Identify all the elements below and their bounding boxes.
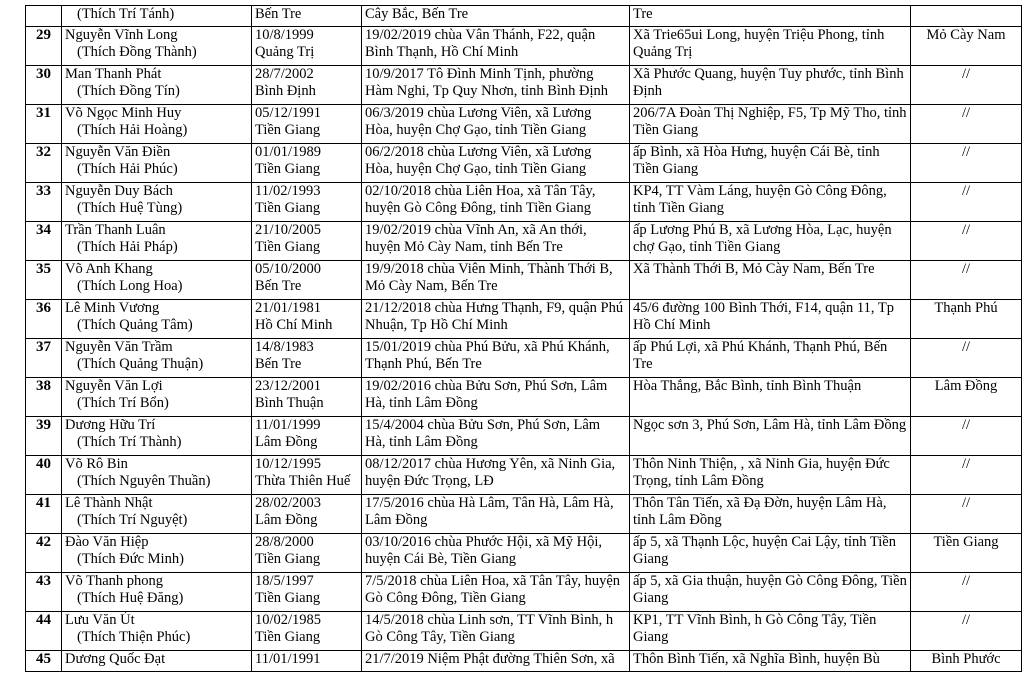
row-number: 39 [26, 417, 62, 456]
address-line: Tre [633, 6, 653, 22]
birth-place: Bến Tre [255, 278, 302, 294]
ordination-line: huyện Đức Trọng, LĐ [365, 473, 494, 489]
person-name: Võ Ngọc Minh Huy [65, 105, 182, 121]
dharma-name-cell [62, 6, 252, 27]
ordination-line: Hà, tỉnh Lâm Đồng [365, 434, 478, 450]
row-number: 31 [26, 105, 62, 144]
address-cell [630, 456, 911, 495]
birth-place: Tiền Giang [255, 200, 321, 216]
table-row [26, 144, 1022, 183]
name-cell [62, 261, 252, 300]
table-row [26, 66, 1022, 105]
ordination-line: 15/4/2004 chùa Bửu Sơn, Phú Sơn, Lâm [365, 417, 601, 433]
address-cell [630, 378, 911, 417]
address-line: chợ Gạo, tỉnh Tiền Giang [633, 239, 781, 255]
birth-date: 18/5/1997 [255, 573, 314, 589]
ordination-cell [362, 534, 630, 573]
table-row [26, 417, 1022, 456]
ordination-cell [362, 300, 630, 339]
ordination-cell [362, 6, 630, 27]
address-line: ấp Lương Phú B, xã Lương Hòa, Lạc, huyện [633, 222, 892, 238]
birth-place-cell [252, 6, 362, 27]
address-cell [630, 6, 911, 27]
ordination-line: huyện Gò Công Đông, tỉnh Tiền Giang [365, 200, 591, 216]
ordination-line: Bình Thạnh, Hồ Chí Minh [365, 44, 519, 60]
ordination-line: Gò Công Tây, Tiền Giang [365, 629, 515, 645]
ordination-line: huyện Mỏ Cày Nam, tỉnh Bến Tre [365, 239, 563, 255]
ordination-line: 19/02/2016 chùa Bửu Sơn, Phú Sơn, Lâm [365, 378, 608, 394]
address-cell [630, 495, 911, 534]
birth-place: Bến Tre [255, 356, 302, 372]
name-cell [62, 300, 252, 339]
person-name: Man Thanh Phát [65, 66, 162, 82]
birth-cell [252, 456, 362, 495]
row-number: 38 [26, 378, 62, 417]
birth-date: 10/8/1999 [255, 27, 314, 43]
birth-cell [252, 651, 362, 672]
birth-place: Tiền Giang [255, 590, 321, 606]
ordination-line: 19/9/2018 chùa Viên Minh, Thành Thới B, [365, 261, 613, 277]
birth-cell [252, 417, 362, 456]
address-cell [630, 612, 911, 651]
row-number: 44 [26, 612, 62, 651]
address-line: Giang [633, 629, 669, 645]
birth-date: 28/8/2000 [255, 534, 314, 550]
address-line: ấp 5, xã Thạnh Lộc, huyện Cai Lậy, tỉnh Tiền [633, 534, 896, 550]
name-cell [62, 105, 252, 144]
birth-place: Tiền Giang [255, 122, 321, 138]
address-line: tỉnh Tiền Giang [633, 200, 725, 216]
roster-body [26, 6, 1022, 651]
ordination-line: 14/5/2018 chùa Linh sơn, TT Vĩnh Bình, h [365, 612, 614, 628]
location-cell: // [911, 144, 1022, 183]
address-cell [630, 417, 911, 456]
address-line: Giang [633, 551, 669, 567]
address-cell [630, 573, 911, 612]
ordination-line: Nhuận, Tp Hồ Chí Minh [365, 317, 508, 333]
ordination-line: 7/5/2018 chùa Liên Hoa, xã Tân Tây, huyện [365, 573, 621, 589]
ordination-cell [362, 651, 630, 672]
address-line: Ngọc sơn 3, Phú Sơn, Lâm Hà, tỉnh Lâm Đồng [633, 417, 907, 433]
address-line: Quảng Trị [633, 44, 693, 60]
location-cell: Tiền Giang [911, 534, 1022, 573]
name-cell [62, 651, 252, 672]
name-cell [62, 495, 252, 534]
location-cell [911, 6, 1022, 27]
birth-place: Lâm Đồng [255, 434, 318, 450]
location-cell: // [911, 495, 1022, 534]
birth-place: Hồ Chí Minh [255, 317, 333, 333]
ordination-cell [362, 339, 630, 378]
row-number: 43 [26, 573, 62, 612]
address-line: Tre [633, 356, 653, 372]
birth-cell [252, 105, 362, 144]
ordination-cell [362, 573, 630, 612]
dharma-name: (Thích Quảng Tâm) [77, 317, 193, 333]
ordination-line: 10/9/2017 Tô Đình Minh Tịnh, phường [365, 66, 594, 82]
ordination-line: Hàm Nghi, Tp Quy Nhơn, tỉnh Bình Định [365, 83, 609, 99]
ordination-line: 15/01/2019 chùa Phú Bửu, xã Phú Khánh, [365, 339, 610, 355]
person-name: Nguyễn Văn Trầm [65, 339, 173, 355]
person-name: Lê Thành Nhật [65, 495, 153, 511]
person-name: Võ Rô Bin [65, 456, 128, 472]
birth-cell [252, 300, 362, 339]
ordination-line: Thạnh Phú, Bến Tre [365, 356, 482, 372]
row-number: 37 [26, 339, 62, 378]
row-number [26, 6, 62, 27]
address-cell [630, 534, 911, 573]
table-row [26, 495, 1022, 534]
birth-place: Lâm Đồng [255, 512, 318, 528]
birth-date: 28/02/2003 [255, 495, 322, 511]
birth-cell [252, 534, 362, 573]
address-line: KP4, TT Vàm Láng, huyện Gò Công Đông, [633, 183, 887, 199]
name-cell [62, 144, 252, 183]
name-cell [62, 222, 252, 261]
person-name: Võ Anh Khang [65, 261, 153, 277]
ordination-line: 03/10/2016 chùa Phước Hội, xã Mỹ Hội, [365, 534, 603, 550]
ordination-line: Gò Công Đông, Tiền Giang [365, 590, 526, 606]
ordination-cell [362, 612, 630, 651]
dharma-name: (Thích Đồng Tín) [77, 83, 180, 99]
address-line: Hòa Thắng, Bắc Bình, tỉnh Bình Thuận [633, 378, 862, 394]
row-number: 29 [26, 27, 62, 66]
person-name: Nguyễn Văn Lợi [65, 378, 163, 394]
ordination-line: 06/3/2019 chùa Lương Viên, xã Lương [365, 105, 592, 121]
dharma-name: (Thích Nguyên Thuần) [77, 473, 211, 489]
ordination-line: 21/7/2019 Niệm Phật đường Thiên Sơn, xã [365, 651, 615, 667]
ordination-cell [362, 222, 630, 261]
person-name: Lưu Văn Út [65, 612, 135, 628]
birth-place: Bình Định [255, 83, 316, 99]
address-cell [630, 651, 911, 672]
table-row [26, 612, 1022, 651]
table-row [26, 534, 1022, 573]
birth-date: 11/01/1999 [255, 417, 321, 433]
location-cell: // [911, 456, 1022, 495]
table-row [26, 573, 1022, 612]
birth-place: Tiền Giang [255, 161, 321, 177]
ordination-cell [362, 378, 630, 417]
address-cell [630, 66, 911, 105]
dharma-name: (Thích Quảng Thuận) [77, 356, 204, 372]
birth-cell [252, 222, 362, 261]
location-cell: // [911, 261, 1022, 300]
birth-date: 11/02/1993 [255, 183, 321, 199]
ordination-cell [362, 456, 630, 495]
address-line: Giang [633, 590, 669, 606]
ordination-line: 17/5/2016 chùa Hà Lâm, Tân Hà, Lâm Hà, [365, 495, 614, 511]
name-cell [62, 612, 252, 651]
row-number: 34 [26, 222, 62, 261]
birth-date: 23/12/2001 [255, 378, 322, 394]
name-cell [62, 339, 252, 378]
table-row [26, 456, 1022, 495]
person-name: Nguyễn Văn Điền [65, 144, 171, 160]
address-cell [630, 261, 911, 300]
address-line: ấp Bình, xã Hòa Hưng, huyện Cái Bè, tỉnh [633, 144, 880, 160]
address-cell [630, 183, 911, 222]
address-line: Xã Thành Thới B, Mỏ Cày Nam, Bến Tre [633, 261, 875, 277]
ordination-cell [362, 183, 630, 222]
address-cell [630, 222, 911, 261]
row-number: 30 [26, 66, 62, 105]
ordination-line: 02/10/2018 chùa Liên Hoa, xã Tân Tây, [365, 183, 596, 199]
birth-cell [252, 339, 362, 378]
birth-cell [252, 144, 362, 183]
birth-cell [252, 495, 362, 534]
address-line: 45/6 đường 100 Bình Thới, F14, quận 11, Tp [633, 300, 894, 316]
birth-place: Quảng Trị [255, 44, 315, 60]
birth-cell [252, 66, 362, 105]
location-cell: // [911, 612, 1022, 651]
address-line: Định [633, 83, 662, 99]
address-line: ấp 5, xã Gia thuận, huyện Gò Công Đông, Tiền [633, 573, 907, 589]
ordination-line: Hòa, huyện Chợ Gạo, tỉnh Tiền Giang [365, 122, 587, 138]
dharma-name: (Thích Hải Pháp) [77, 239, 178, 255]
row-number: 45 [26, 651, 62, 672]
ordination-line: Hòa, huyện Chợ Gạo, tỉnh Tiền Giang [365, 161, 587, 177]
address-line: Tiền Giang [633, 122, 699, 138]
address-line: Thôn Ninh Thiện, , xã Ninh Gia, huyện Đức [633, 456, 890, 472]
address-line: Trọng, tỉnh Lâm Đồng [633, 473, 764, 489]
location-cell: Lâm Đồng [911, 378, 1022, 417]
ordination-line: huyện Cái Bè, Tiền Giang [365, 551, 517, 567]
birth-cell [252, 573, 362, 612]
row-number: 36 [26, 300, 62, 339]
address-line: KP1, TT Vĩnh Bình, h Gò Công Tây, Tiền [633, 612, 877, 628]
roster-last [26, 651, 1022, 672]
birth-date: 14/8/1983 [255, 339, 314, 355]
birth-date: 11/01/1991 [255, 651, 321, 667]
row-number: 33 [26, 183, 62, 222]
dharma-name: (Thích Hải Hoàng) [77, 122, 188, 138]
ordination-cell [362, 66, 630, 105]
birth-date: 28/7/2002 [255, 66, 314, 82]
address-line: Hồ Chí Minh [633, 317, 711, 333]
birth-cell [252, 612, 362, 651]
person-name: Nguyễn Duy Bách [65, 183, 173, 199]
table-row-continued [26, 6, 1022, 27]
birth-place: Bình Thuận [255, 395, 324, 411]
name-cell [62, 378, 252, 417]
ordination-cell [362, 417, 630, 456]
location-cell: // [911, 105, 1022, 144]
dharma-name: (Thích Trí Thành) [77, 434, 182, 450]
birth-date: 21/01/1981 [255, 300, 322, 316]
ordination-line: 08/12/2017 chùa Hương Yên, xã Ninh Gia, [365, 456, 616, 472]
dharma-name: (Thích Long Hoa) [77, 278, 183, 294]
location-cell: // [911, 339, 1022, 378]
birth-place: Bến Tre [255, 6, 302, 22]
address-line: Xã Phước Quang, huyện Tuy phước, tỉnh Bình [633, 66, 904, 82]
table-row [26, 300, 1022, 339]
person-name: Trần Thanh Luân [65, 222, 166, 238]
row-number: 41 [26, 495, 62, 534]
birth-place: Tiền Giang [255, 629, 321, 645]
dharma-name: (Thích Đồng Thành) [77, 44, 197, 60]
address-line: Thôn Bình Tiến, xã Nghĩa Bình, huyện Bù [633, 651, 880, 667]
address-line: 206/7A Đoàn Thị Nghiệp, F5, Tp Mỹ Tho, tỉnh [633, 105, 907, 121]
ordination-line: Cây Bắc, Bến Tre [365, 6, 469, 22]
name-cell [62, 183, 252, 222]
location-cell: // [911, 417, 1022, 456]
name-cell [62, 27, 252, 66]
location-cell: Bình Phước [911, 651, 1022, 672]
monk-roster-table [25, 5, 1022, 672]
birth-date: 10/12/1995 [255, 456, 322, 472]
person-name: Dương Quốc Đạt [65, 651, 166, 667]
dharma-name: (Thích Huệ Tùng) [77, 200, 183, 216]
table-row [26, 105, 1022, 144]
ordination-line: 19/02/2019 chùa Vân Thánh, F22, quận [365, 27, 596, 43]
birth-date: 21/10/2005 [255, 222, 322, 238]
birth-place: Thừa Thiên Huế [255, 473, 351, 489]
dharma-name: (Thích Đức Minh) [77, 551, 184, 567]
person-name: Dương Hữu Trí [65, 417, 156, 433]
table-row [26, 27, 1022, 66]
birth-place: Tiền Giang [255, 239, 321, 255]
address-line: Xã Trie65ui Long, huyện Triệu Phong, tỉnh [633, 27, 885, 43]
table-row [26, 378, 1022, 417]
name-cell [62, 573, 252, 612]
name-cell [62, 456, 252, 495]
name-cell [62, 534, 252, 573]
address-line: Thôn Tân Tiến, xã Đạ Đờn, huyện Lâm Hà, [633, 495, 887, 511]
location-cell: Mỏ Cày Nam [911, 27, 1022, 66]
address-cell [630, 300, 911, 339]
ordination-line: Mỏ Cày Nam, Bến Tre [365, 278, 498, 294]
birth-place: Tiền Giang [255, 551, 321, 567]
table-row-last [26, 651, 1022, 672]
birth-cell [252, 27, 362, 66]
ordination-cell [362, 261, 630, 300]
dharma-name: (Thích Trí Bổn) [77, 395, 169, 411]
dharma-name: (Thích Thiện Phúc) [77, 629, 191, 645]
ordination-line: 06/2/2018 chùa Lương Viên, xã Lương [365, 144, 592, 160]
table-row [26, 222, 1022, 261]
location-cell: // [911, 66, 1022, 105]
ordination-cell [362, 144, 630, 183]
location-cell: // [911, 222, 1022, 261]
ordination-cell [362, 495, 630, 534]
table-row [26, 339, 1022, 378]
person-name: Võ Thanh phong [65, 573, 164, 589]
address-line: Tiền Giang [633, 161, 699, 177]
birth-date: 01/01/1989 [255, 144, 322, 160]
location-cell: Thạnh Phú [911, 300, 1022, 339]
address-line: ấp Phú Lợi, xã Phú Khánh, Thạnh Phú, Bến [633, 339, 888, 355]
ordination-line: Hà, tỉnh Lâm Đồng [365, 395, 478, 411]
row-number: 32 [26, 144, 62, 183]
ordination-line: 19/02/2019 chùa Vĩnh An, xã An thới, [365, 222, 587, 238]
location-cell: // [911, 183, 1022, 222]
birth-cell [252, 183, 362, 222]
birth-date: 05/12/1991 [255, 105, 322, 121]
location-cell: // [911, 573, 1022, 612]
ordination-line: 21/12/2018 chùa Hưng Thạnh, F9, quận Phú [365, 300, 624, 316]
table-row [26, 261, 1022, 300]
address-cell [630, 144, 911, 183]
row-number: 40 [26, 456, 62, 495]
row-number: 42 [26, 534, 62, 573]
name-cell [62, 417, 252, 456]
person-name: Lê Minh Vương [65, 300, 160, 316]
table-row [26, 183, 1022, 222]
dharma-name: (Thích Trí Nguyệt) [77, 512, 188, 528]
dharma-name: (Thích Huệ Đăng) [77, 590, 184, 606]
birth-cell [252, 378, 362, 417]
birth-date: 05/10/2000 [255, 261, 322, 277]
address-cell [630, 105, 911, 144]
person-name: Nguyễn Vĩnh Long [65, 27, 178, 43]
ordination-line: Lâm Đồng [365, 512, 428, 528]
name-cell [62, 66, 252, 105]
ordination-cell [362, 27, 630, 66]
address-cell [630, 339, 911, 378]
dharma-name: (Thích Trí Tánh) [77, 6, 175, 22]
ordination-cell [362, 105, 630, 144]
address-cell [630, 27, 911, 66]
person-name: Đào Văn Hiệp [65, 534, 149, 550]
birth-cell [252, 261, 362, 300]
row-number: 35 [26, 261, 62, 300]
address-line: tỉnh Lâm Đồng [633, 512, 722, 528]
dharma-name: (Thích Hải Phúc) [77, 161, 178, 177]
birth-date: 10/02/1985 [255, 612, 322, 628]
